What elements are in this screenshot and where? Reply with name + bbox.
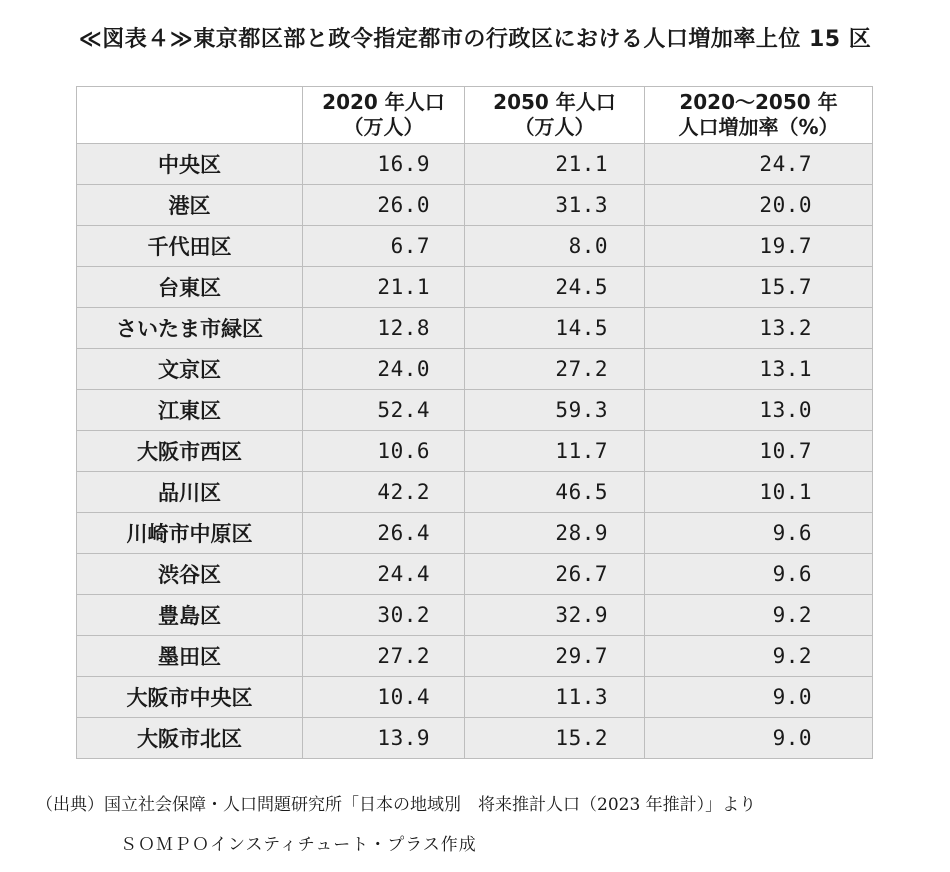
header-pop2020-line2: （万人）: [343, 115, 424, 139]
pop2020-cell: 21.1: [303, 267, 465, 308]
district-name-cell: 豊島区: [77, 595, 303, 636]
pop2050-cell: 28.9: [465, 513, 645, 554]
header-rate-line1: 2020～2050 年: [679, 90, 838, 114]
pop2050-cell: 8.0: [465, 226, 645, 267]
table-row: [77, 554, 873, 595]
growth-rate-cell: 19.7: [645, 226, 873, 267]
growth-rate-cell: 9.0: [645, 677, 873, 718]
pop2020-cell: 27.2: [303, 636, 465, 677]
table-row: [77, 677, 873, 718]
header-pop2050-line2: （万人）: [514, 115, 595, 139]
table-row: [77, 595, 873, 636]
pop2050-cell: 46.5: [465, 472, 645, 513]
pop2020-cell: 10.4: [303, 677, 465, 718]
table-row: [77, 267, 873, 308]
header-pop2020-line1: 2020 年人口: [322, 90, 445, 114]
table-row: [77, 718, 873, 759]
pop2050-cell: 31.3: [465, 185, 645, 226]
district-name-cell: 千代田区: [77, 226, 303, 267]
pop2020-cell: 52.4: [303, 390, 465, 431]
pop2050-cell: 11.7: [465, 431, 645, 472]
district-name-cell: 文京区: [77, 349, 303, 390]
growth-rate-cell: 13.1: [645, 349, 873, 390]
header-cell-pop2050: [465, 87, 645, 144]
table-row: [77, 431, 873, 472]
table-row: [77, 226, 873, 267]
population-table: [76, 86, 873, 759]
growth-rate-cell: 10.1: [645, 472, 873, 513]
pop2020-cell: 26.4: [303, 513, 465, 554]
growth-rate-cell: 20.0: [645, 185, 873, 226]
growth-rate-cell: 13.0: [645, 390, 873, 431]
header-rate-line2: 人口増加率（%）: [678, 115, 839, 139]
growth-rate-cell: 15.7: [645, 267, 873, 308]
pop2020-cell: 6.7: [303, 226, 465, 267]
district-name-cell: 港区: [77, 185, 303, 226]
table-body: [77, 144, 873, 759]
pop2050-cell: 27.2: [465, 349, 645, 390]
pop2020-cell: 13.9: [303, 718, 465, 759]
pop2020-cell: 24.4: [303, 554, 465, 595]
district-name-cell: 江東区: [77, 390, 303, 431]
header-cell-pop2020: [303, 87, 465, 144]
table-row: [77, 308, 873, 349]
header-row: [77, 87, 873, 144]
table-row: [77, 144, 873, 185]
pop2020-cell: 26.0: [303, 185, 465, 226]
pop2050-cell: 59.3: [465, 390, 645, 431]
table-row: [77, 472, 873, 513]
header-cell-growth-rate: [645, 87, 873, 144]
growth-rate-cell: 9.0: [645, 718, 873, 759]
district-name-cell: 川崎市中原区: [77, 513, 303, 554]
pop2020-cell: 10.6: [303, 431, 465, 472]
table-row: [77, 636, 873, 677]
growth-rate-cell: 24.7: [645, 144, 873, 185]
growth-rate-cell: 10.7: [645, 431, 873, 472]
growth-rate-cell: 13.2: [645, 308, 873, 349]
table-title: ≪図表４≫東京都区部と政令指定都市の行政区における人口増加率上位 15 区: [78, 27, 872, 52]
header-cell-district: [77, 87, 303, 144]
source-note: （出典）国立社会保障・人口問題研究所「日本の地域別 将来推計人口（2023 年推計）」より: [36, 795, 757, 815]
pop2050-cell: 32.9: [465, 595, 645, 636]
pop2050-cell: 11.3: [465, 677, 645, 718]
growth-rate-cell: 9.6: [645, 554, 873, 595]
pop2050-cell: 14.5: [465, 308, 645, 349]
growth-rate-cell: 9.2: [645, 595, 873, 636]
district-name-cell: 大阪市北区: [77, 718, 303, 759]
growth-rate-cell: 9.2: [645, 636, 873, 677]
pop2050-cell: 15.2: [465, 718, 645, 759]
table-row: [77, 349, 873, 390]
pop2020-cell: 16.9: [303, 144, 465, 185]
table-row: [77, 185, 873, 226]
pop2050-cell: 26.7: [465, 554, 645, 595]
pop2050-cell: 21.1: [465, 144, 645, 185]
district-name-cell: 墨田区: [77, 636, 303, 677]
pop2020-cell: 30.2: [303, 595, 465, 636]
growth-rate-cell: 9.6: [645, 513, 873, 554]
header-pop2050-line1: 2050 年人口: [493, 90, 616, 114]
district-name-cell: 大阪市西区: [77, 431, 303, 472]
pop2020-cell: 12.8: [303, 308, 465, 349]
pop2020-cell: 42.2: [303, 472, 465, 513]
district-name-cell: 中央区: [77, 144, 303, 185]
credit-note: ＳＯＭＰＯインスティチュート・プラス作成: [120, 835, 477, 855]
table-row: [77, 390, 873, 431]
district-name-cell: 品川区: [77, 472, 303, 513]
table-row: [77, 513, 873, 554]
pop2050-cell: 24.5: [465, 267, 645, 308]
district-name-cell: 渋谷区: [77, 554, 303, 595]
pop2020-cell: 24.0: [303, 349, 465, 390]
district-name-cell: 台東区: [77, 267, 303, 308]
district-name-cell: 大阪市中央区: [77, 677, 303, 718]
district-name-cell: さいたま市緑区: [77, 308, 303, 349]
pop2050-cell: 29.7: [465, 636, 645, 677]
